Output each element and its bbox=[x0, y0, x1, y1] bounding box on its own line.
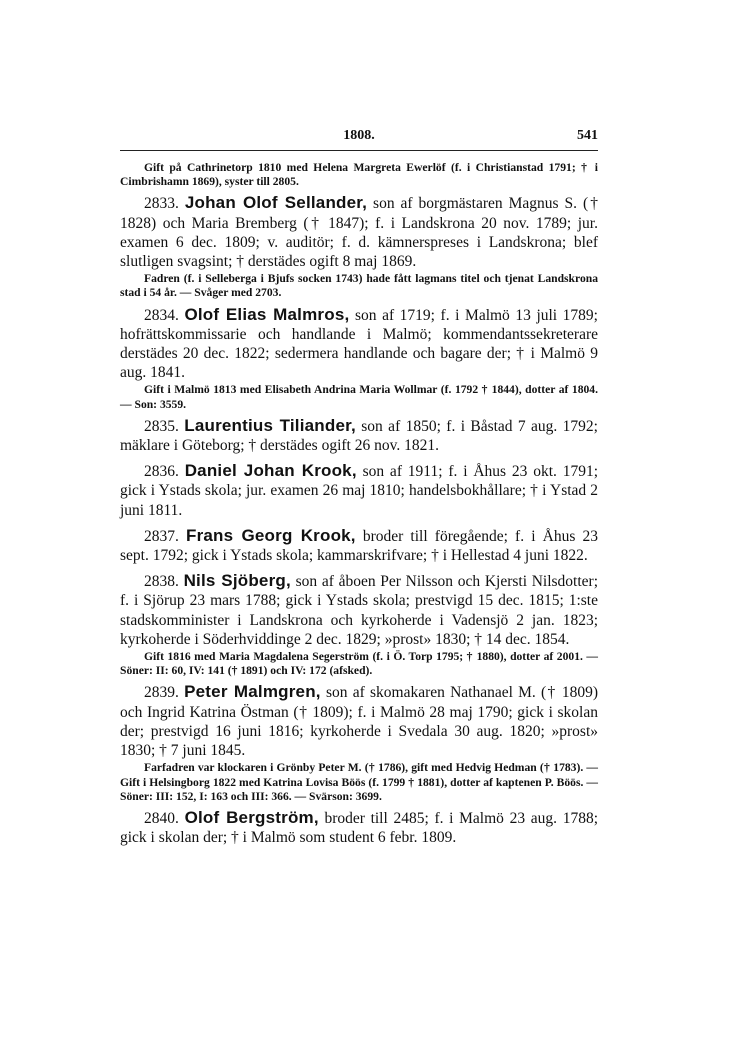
entry-number: 2834. bbox=[144, 306, 179, 324]
entry-number: 2837. bbox=[144, 527, 179, 545]
intro-note: Gift på Cathrinetorp 1810 med Helena Margreta Ewerlöf (f. i Christianstad 1791; † i Cimbrishamn 1869), syster till 2805. bbox=[120, 161, 598, 189]
entry-name: Peter Malmgren, bbox=[184, 682, 321, 702]
entry-number: 2840. bbox=[144, 809, 179, 827]
entry-text: son af 1911; f. i Åhus 23 okt. 1791; gick i Ystads skola; jur. examen 26 maj 1810; handelsbokhållare; † i Ystad 2 juni 1811. bbox=[120, 463, 598, 519]
entry-number: 2839. bbox=[144, 684, 179, 702]
entry-paragraph bbox=[120, 305, 598, 383]
entry-paragraph bbox=[120, 193, 598, 271]
entry-name: Frans Georg Krook, bbox=[186, 525, 356, 545]
entry-note: Gift 1816 med Maria Magdalena Segerström (f. i Ö. Torp 1795; † 1880), dotter af 2001. — Söner: II: 60, IV: 141 († 1891) och IV: 172 (afsked). bbox=[120, 650, 598, 678]
entry-name: Nils Sjöberg, bbox=[183, 571, 291, 591]
entry-name: Olof Elias Malmros, bbox=[184, 304, 350, 324]
page-number: 541 bbox=[577, 128, 598, 143]
entry-name: Daniel Johan Krook, bbox=[184, 461, 357, 481]
entry-text: broder till 2485; f. i Malmö 23 aug. 1788; gick i skolan der; † i Malmö som student 6 febr. 1809. bbox=[120, 809, 599, 847]
entry-text: broder till föregående; f. i Åhus 23 sept. 1792; gick i Ystads skola; kammarskrifvare; † i Hellestad 4 juni 1822. bbox=[120, 527, 598, 565]
entry-name: Johan Olof Sellander, bbox=[184, 193, 368, 213]
entry-number: 2833. bbox=[144, 195, 179, 213]
entry-note: Gift i Malmö 1813 med Elisabeth Andrina Maria Wollmar (f. 1792 † 1844), dotter af 1804. — Son: 3559. bbox=[120, 383, 598, 411]
page-header bbox=[120, 128, 598, 150]
entry-list bbox=[120, 193, 598, 853]
entry-text: son af skomakaren Nathanael M. († 1809) och Ingrid Katrina Östman († 1809); f. i Malmö 28 maj 1790; gick i skolan der; prestvigd 16 juni 1816; kyrkoherde i Svedala 30 aug. 1820; »prost» 1830; † 7 juni 1845. bbox=[120, 684, 599, 760]
entry-paragraph bbox=[120, 682, 598, 760]
header-year: 1808. bbox=[343, 128, 375, 143]
document-page bbox=[120, 128, 598, 853]
entry-paragraph bbox=[120, 808, 598, 847]
entry-text: son af 1850; f. i Båstad 7 aug. 1792; mäklare i Göteborg; † derstädes ogift 26 nov. 1821. bbox=[120, 417, 598, 455]
entry-number: 2838. bbox=[144, 573, 179, 591]
entry-name: Laurentius Tiliander, bbox=[184, 415, 356, 435]
entry-text: son af åboen Per Nilsson och Kjersti Nilsdotter; f. i Sjörup 23 mars 1788; gick i Ystads skola; prestvigd 15 dec. 1815; 1:ste stadskomminister i Landskrona och kyrkoherde i Vadensjö 2 jan. 1823; kyrkoherde i Söderhviddinge 2 dec. 1829; »prost» 1830; † 14 dec. 1854. bbox=[120, 573, 599, 648]
entry-name: Olof Bergström, bbox=[184, 807, 319, 827]
header-rule bbox=[120, 150, 598, 151]
entry-paragraph bbox=[120, 571, 598, 649]
entry-text: son af borgmästaren Magnus S. († 1828) och Maria Bremberg († 1847); f. i Landskrona 20 nov. 1789; jur. examen 6 dec. 1809; v. auditör; f. d. kämnerspreses i Landskrona; blef slutligen svagsint; † derstädes ogift 8 maj 1869. bbox=[120, 195, 598, 271]
entry-paragraph bbox=[120, 416, 598, 455]
entry-number: 2835. bbox=[144, 417, 179, 435]
entry-paragraph bbox=[120, 526, 598, 565]
entry-number: 2836. bbox=[144, 463, 179, 481]
entry-note: Farfadren var klockaren i Grönby Peter M. († 1786), gift med Hedvig Hedman († 1783). — Gift i Helsingborg 1822 med Katrina Lovisa Böös (f. 1799 † 1881), dotter af kaptenen P. Böös. — Söner: III: 152, I: 163 och III: 366. — Svärson: 3699. bbox=[120, 761, 598, 803]
entry-note: Fadren (f. i Selleberga i Bjufs socken 1743) hade fått lagmans titel och tjenat Landskrona stad i 54 år. — Svåger med 2703. bbox=[120, 272, 598, 300]
entry-gap bbox=[120, 847, 598, 853]
entry-text: son af 1719; f. i Malmö 13 juli 1789; hofrättskommissarie och handlande i Malmö; kommendantssekreterare derstädes 20 dec. 1822; sedermera handlande och bagare der; † i Malmö 9 aug. 1841. bbox=[120, 306, 598, 382]
entry-paragraph bbox=[120, 461, 598, 520]
